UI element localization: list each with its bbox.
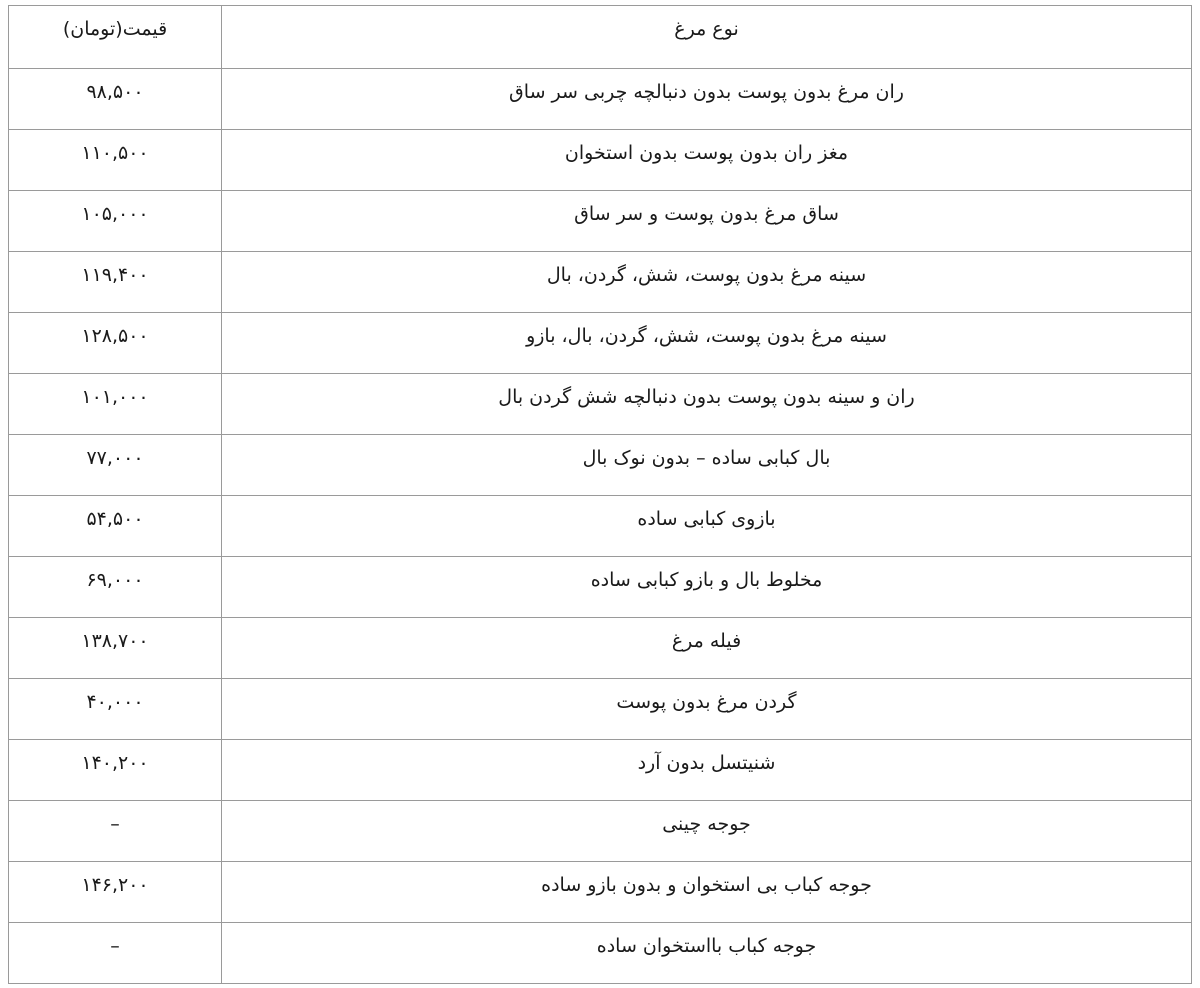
price-cell: ۱۴۰,۲۰۰ [9, 740, 222, 801]
table-row [9, 801, 1192, 862]
table-row [9, 69, 1192, 130]
table-row [9, 557, 1192, 618]
chicken-type-cell: بال کبابی ساده – بدون نوک بال [222, 435, 1192, 496]
chicken-type-cell: جوجه کباب بی استخوان و بدون بازو ساده [222, 862, 1192, 923]
table-row [9, 679, 1192, 740]
chicken-type-cell: ساق مرغ بدون پوست و سر ساق [222, 191, 1192, 252]
table-row [9, 191, 1192, 252]
price-cell: ۷۷,۰۰۰ [9, 435, 222, 496]
table-row [9, 313, 1192, 374]
price-cell: ۴۰,۰۰۰ [9, 679, 222, 740]
price-cell: ۱۲۸,۵۰۰ [9, 313, 222, 374]
price-cell: ۱۰۵,۰۰۰ [9, 191, 222, 252]
chicken-type-cell: سینه مرغ بدون پوست، شش، گردن، بال [222, 252, 1192, 313]
chicken-type-cell: جوجه چینی [222, 801, 1192, 862]
table-row [9, 374, 1192, 435]
chicken-type-cell: سینه مرغ بدون پوست، شش، گردن، بال، بازو [222, 313, 1192, 374]
price-cell: – [9, 801, 222, 862]
table-header-row [9, 6, 1192, 69]
table-row [9, 862, 1192, 923]
chicken-type-cell: جوجه کباب بااستخوان ساده [222, 923, 1192, 984]
chicken-type-cell: مغز ران بدون پوست بدون استخوان [222, 130, 1192, 191]
table-body [9, 6, 1192, 984]
table-row [9, 618, 1192, 679]
chicken-type-column-header: نوع مرغ [222, 6, 1192, 69]
chicken-type-cell: مخلوط بال و بازو کبابی ساده [222, 557, 1192, 618]
price-cell: ۱۱۹,۴۰۰ [9, 252, 222, 313]
table-row [9, 923, 1192, 984]
price-cell: ۱۰۱,۰۰۰ [9, 374, 222, 435]
table-row [9, 740, 1192, 801]
chicken-price-table [8, 5, 1192, 984]
chicken-type-cell: گردن مرغ بدون پوست [222, 679, 1192, 740]
chicken-type-cell: ران مرغ بدون پوست بدون دنبالچه چربی سر ساق [222, 69, 1192, 130]
price-cell: ۱۴۶,۲۰۰ [9, 862, 222, 923]
chicken-type-cell: شنیتسل بدون آرد [222, 740, 1192, 801]
chicken-type-cell: بازوی کبابی ساده [222, 496, 1192, 557]
chicken-type-cell: ران و سینه بدون پوست بدون دنبالچه شش گردن بال [222, 374, 1192, 435]
table-row [9, 496, 1192, 557]
price-cell: ۹۸,۵۰۰ [9, 69, 222, 130]
price-cell: ۱۳۸,۷۰۰ [9, 618, 222, 679]
table-row [9, 252, 1192, 313]
table-row [9, 130, 1192, 191]
price-cell: ۶۹,۰۰۰ [9, 557, 222, 618]
table-row [9, 435, 1192, 496]
chicken-type-cell: فیله مرغ [222, 618, 1192, 679]
price-column-header: قیمت(تومان) [9, 6, 222, 69]
price-cell: ۵۴,۵۰۰ [9, 496, 222, 557]
price-cell: – [9, 923, 222, 984]
price-cell: ۱۱۰,۵۰۰ [9, 130, 222, 191]
